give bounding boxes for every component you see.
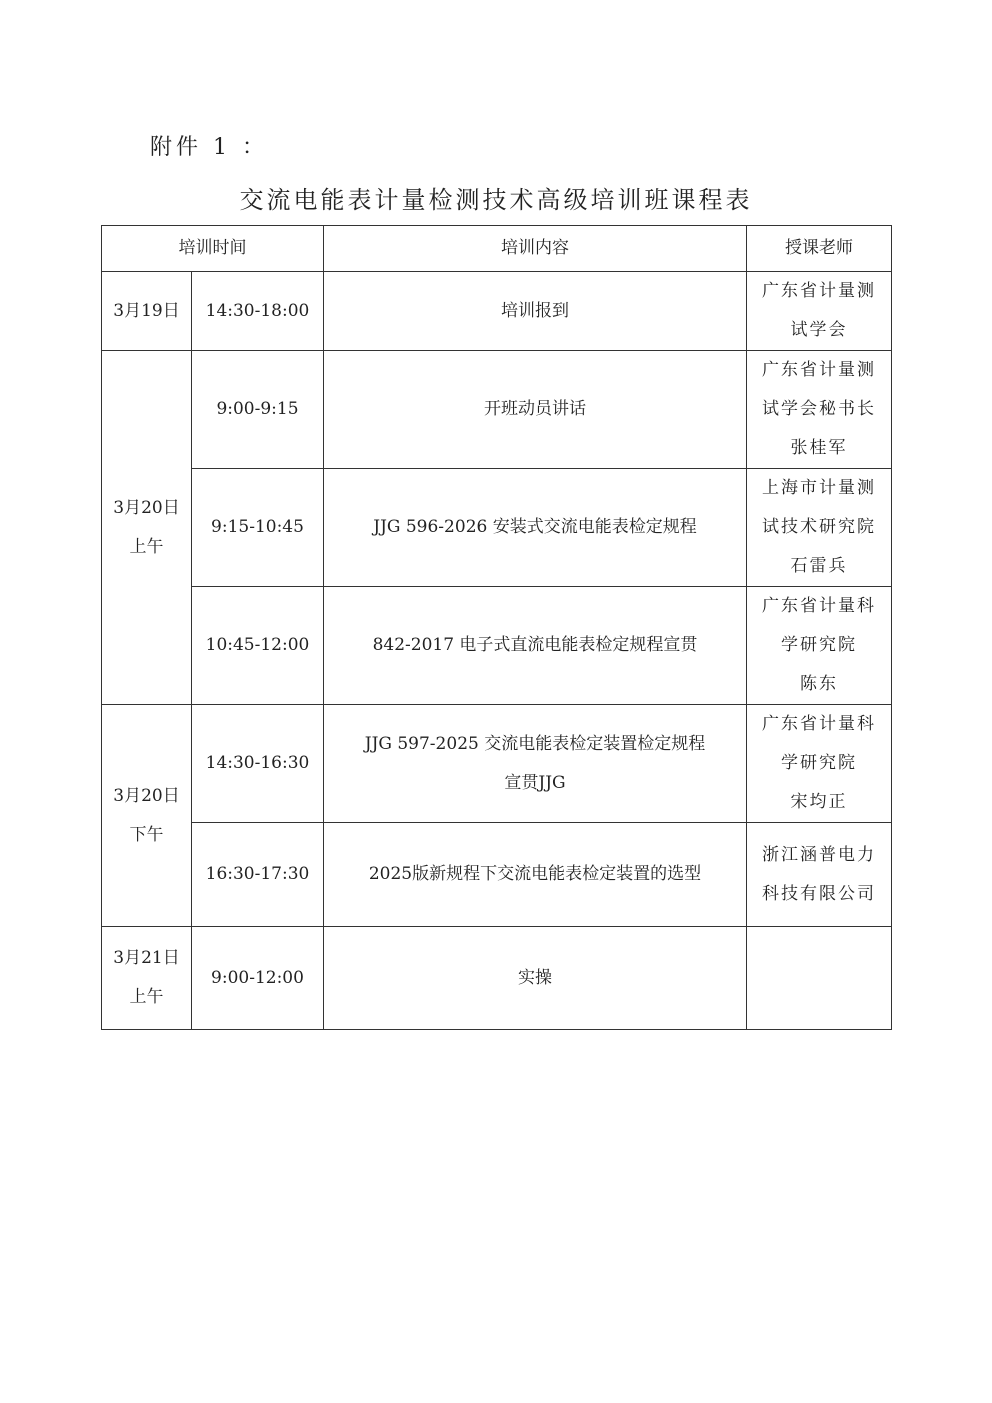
teacher-line: 张桂军 bbox=[790, 438, 848, 458]
content-cell: 开班动员讲话 bbox=[324, 351, 747, 469]
teacher-line: 广东省计量科 bbox=[762, 596, 876, 616]
date-cell bbox=[102, 705, 192, 927]
date-text: 3月20日 bbox=[113, 785, 180, 806]
table-row bbox=[102, 927, 892, 1030]
content-cell: 实操 bbox=[324, 927, 747, 1030]
teacher-cell bbox=[747, 469, 892, 587]
date-text: 3月20日 bbox=[113, 497, 180, 518]
teacher-line: 学研究院 bbox=[781, 635, 857, 655]
teacher-line: 浙江涵普电力 bbox=[762, 844, 876, 865]
teacher-cell bbox=[747, 272, 892, 351]
header-content: 培训内容 bbox=[324, 226, 747, 272]
teacher-line: 试学会 bbox=[790, 320, 848, 340]
table-row bbox=[102, 272, 892, 351]
time-cell: 9:00-12:00 bbox=[192, 927, 324, 1030]
content-cell: 培训报到 bbox=[324, 272, 747, 351]
content-cell: 2025版新规程下交流电能表检定装置的选型 bbox=[324, 823, 747, 927]
table-row bbox=[102, 587, 892, 705]
schedule-table bbox=[101, 225, 892, 1030]
date-text: 3月21日 bbox=[113, 948, 180, 968]
time-cell: 14:30-16:30 bbox=[192, 705, 324, 823]
teacher-cell bbox=[747, 705, 892, 823]
teacher-line: 石雷兵 bbox=[790, 556, 848, 576]
date-cell bbox=[102, 351, 192, 705]
teacher-cell bbox=[747, 823, 892, 927]
time-cell: 16:30-17:30 bbox=[192, 823, 324, 927]
table-row bbox=[102, 823, 892, 927]
teacher-line: 广东省计量科 bbox=[762, 714, 876, 734]
teacher-line: 上海市计量测 bbox=[762, 478, 876, 498]
content-line: JJG 597-2025 交流电能表检定装置检定规程 bbox=[364, 733, 706, 754]
date-cell bbox=[102, 927, 192, 1030]
time-cell: 9:00-9:15 bbox=[192, 351, 324, 469]
teacher-line: 广东省计量测 bbox=[762, 281, 876, 301]
teacher-line: 科技有限公司 bbox=[762, 883, 876, 904]
teacher-line: 试学会秘书长 bbox=[762, 399, 876, 419]
table-row bbox=[102, 469, 892, 587]
table-header-row bbox=[102, 226, 892, 272]
teacher-line: 学研究院 bbox=[781, 753, 857, 773]
content-cell: 842-2017 电子式直流电能表检定规程宣贯 bbox=[324, 587, 747, 705]
teacher-line: 宋均正 bbox=[790, 792, 848, 812]
time-cell: 14:30-18:00 bbox=[192, 272, 324, 351]
header-teacher: 授课老师 bbox=[747, 226, 892, 272]
teacher-line: 陈东 bbox=[800, 674, 838, 694]
period-text: 上午 bbox=[129, 536, 164, 557]
table-row bbox=[102, 351, 892, 469]
teacher-cell bbox=[747, 351, 892, 469]
teacher-cell bbox=[747, 587, 892, 705]
time-cell: 10:45-12:00 bbox=[192, 587, 324, 705]
content-line: 宣贯JJG bbox=[504, 772, 566, 793]
document-title: 交流电能表计量检测技术高级培训班课程表 bbox=[239, 186, 753, 214]
time-cell: 9:15-10:45 bbox=[192, 469, 324, 587]
teacher-cell bbox=[747, 927, 892, 1030]
period-text: 下午 bbox=[129, 824, 164, 845]
content-cell: JJG 596-2026 安装式交流电能表检定规程 bbox=[324, 469, 747, 587]
date-cell: 3月19日 bbox=[102, 272, 192, 351]
table-row bbox=[102, 705, 892, 823]
period-text: 上午 bbox=[129, 987, 164, 1007]
teacher-line: 广东省计量测 bbox=[762, 360, 876, 380]
attachment-label: 附件 1 ： bbox=[150, 135, 268, 160]
header-time: 培训时间 bbox=[102, 226, 324, 272]
content-cell bbox=[324, 705, 747, 823]
teacher-line: 试技术研究院 bbox=[762, 517, 876, 537]
